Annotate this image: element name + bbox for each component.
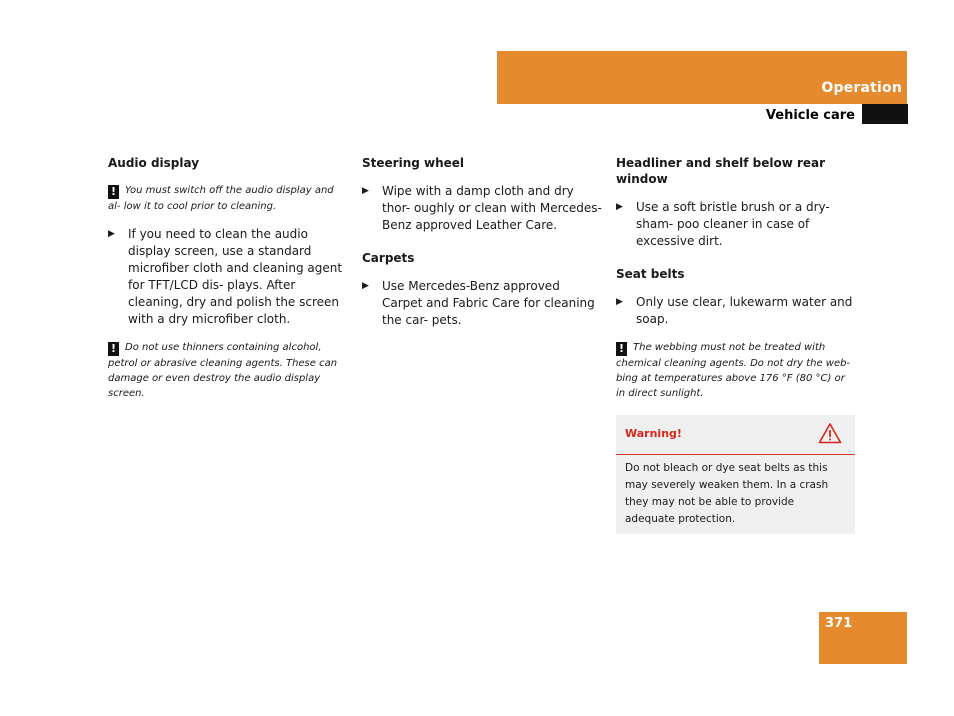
warning-label: Warning! (625, 427, 682, 440)
triangle-right-icon: ▶ (362, 186, 369, 196)
warning-text: Do not bleach or dye seat belts as this may severely weaken them. In a crash they may not be able to provide adequate protection. (625, 462, 829, 525)
bullet-steering-wheel (362, 183, 602, 234)
triangle-right-icon: ▶ (616, 202, 623, 212)
bullet-headliner (616, 199, 856, 250)
section-tab (862, 104, 908, 124)
column-steering-carpets (362, 155, 602, 341)
bullet-clean-display (108, 226, 348, 328)
note-text: Do not use thinners containing alcohol, petrol or abrasive cleaning agents. These can damage or even destroy the audio display screen. (108, 342, 338, 399)
note-no-thinners (108, 340, 348, 401)
note-switch-off (108, 183, 348, 214)
bullet-text: Use a soft bristle brush or a dry-sham- poo cleaner in case of excessive dirt. (636, 200, 830, 248)
column-headliner-seatbelts (616, 155, 856, 534)
heading-audio-display: Audio display (108, 156, 200, 170)
header-bar (497, 51, 907, 104)
warning-triangle-icon (818, 422, 842, 444)
section-title: Operation (821, 80, 902, 96)
triangle-right-icon: ▶ (616, 297, 623, 307)
bullet-text: Only use clear, lukewarm water and soap. (636, 295, 853, 326)
note-webbing (616, 340, 856, 401)
bullet-seat-belts (616, 294, 856, 328)
subsection-title: Vehicle care (765, 108, 855, 123)
note-text: The webbing must not be treated with chemical cleaning agents. Do not dry the web- bing at temperatures above 176 °F (80 °C) or in direct sunlight. (616, 342, 851, 399)
bullet-carpets (362, 278, 602, 329)
exclamation-icon: ! (616, 342, 627, 356)
bullet-text: Wipe with a damp cloth and dry thor- oughly or clean with Mercedes-Benz approved Leather Care. (382, 184, 602, 232)
heading-steering-wheel: Steering wheel (362, 156, 465, 170)
bullet-text: Use Mercedes-Benz approved Carpet and Fabric Care for cleaning the car- pets. (382, 279, 595, 327)
exclamation-icon: ! (108, 185, 119, 199)
heading-carpets: Carpets (362, 251, 415, 265)
triangle-right-icon: ▶ (362, 281, 369, 291)
bullet-text: If you need to clean the audio display screen, use a standard microfiber cloth and cleaning agent for TFT/LCD dis- plays. After cleaning, dry and polish the screen with a dry microfiber cloth. (128, 227, 343, 326)
note-text: You must switch off the audio display and al- low it to cool prior to cleaning. (108, 185, 334, 212)
column-audio-display (108, 155, 348, 413)
heading-seat-belts: Seat belts (616, 267, 685, 281)
triangle-right-icon: ▶ (108, 229, 115, 239)
warning-header (616, 415, 855, 455)
warning-box (616, 415, 855, 534)
exclamation-icon: ! (108, 342, 119, 356)
heading-headliner: Headliner and shelf below rear window (616, 156, 826, 186)
page-number: 371 (825, 616, 853, 631)
